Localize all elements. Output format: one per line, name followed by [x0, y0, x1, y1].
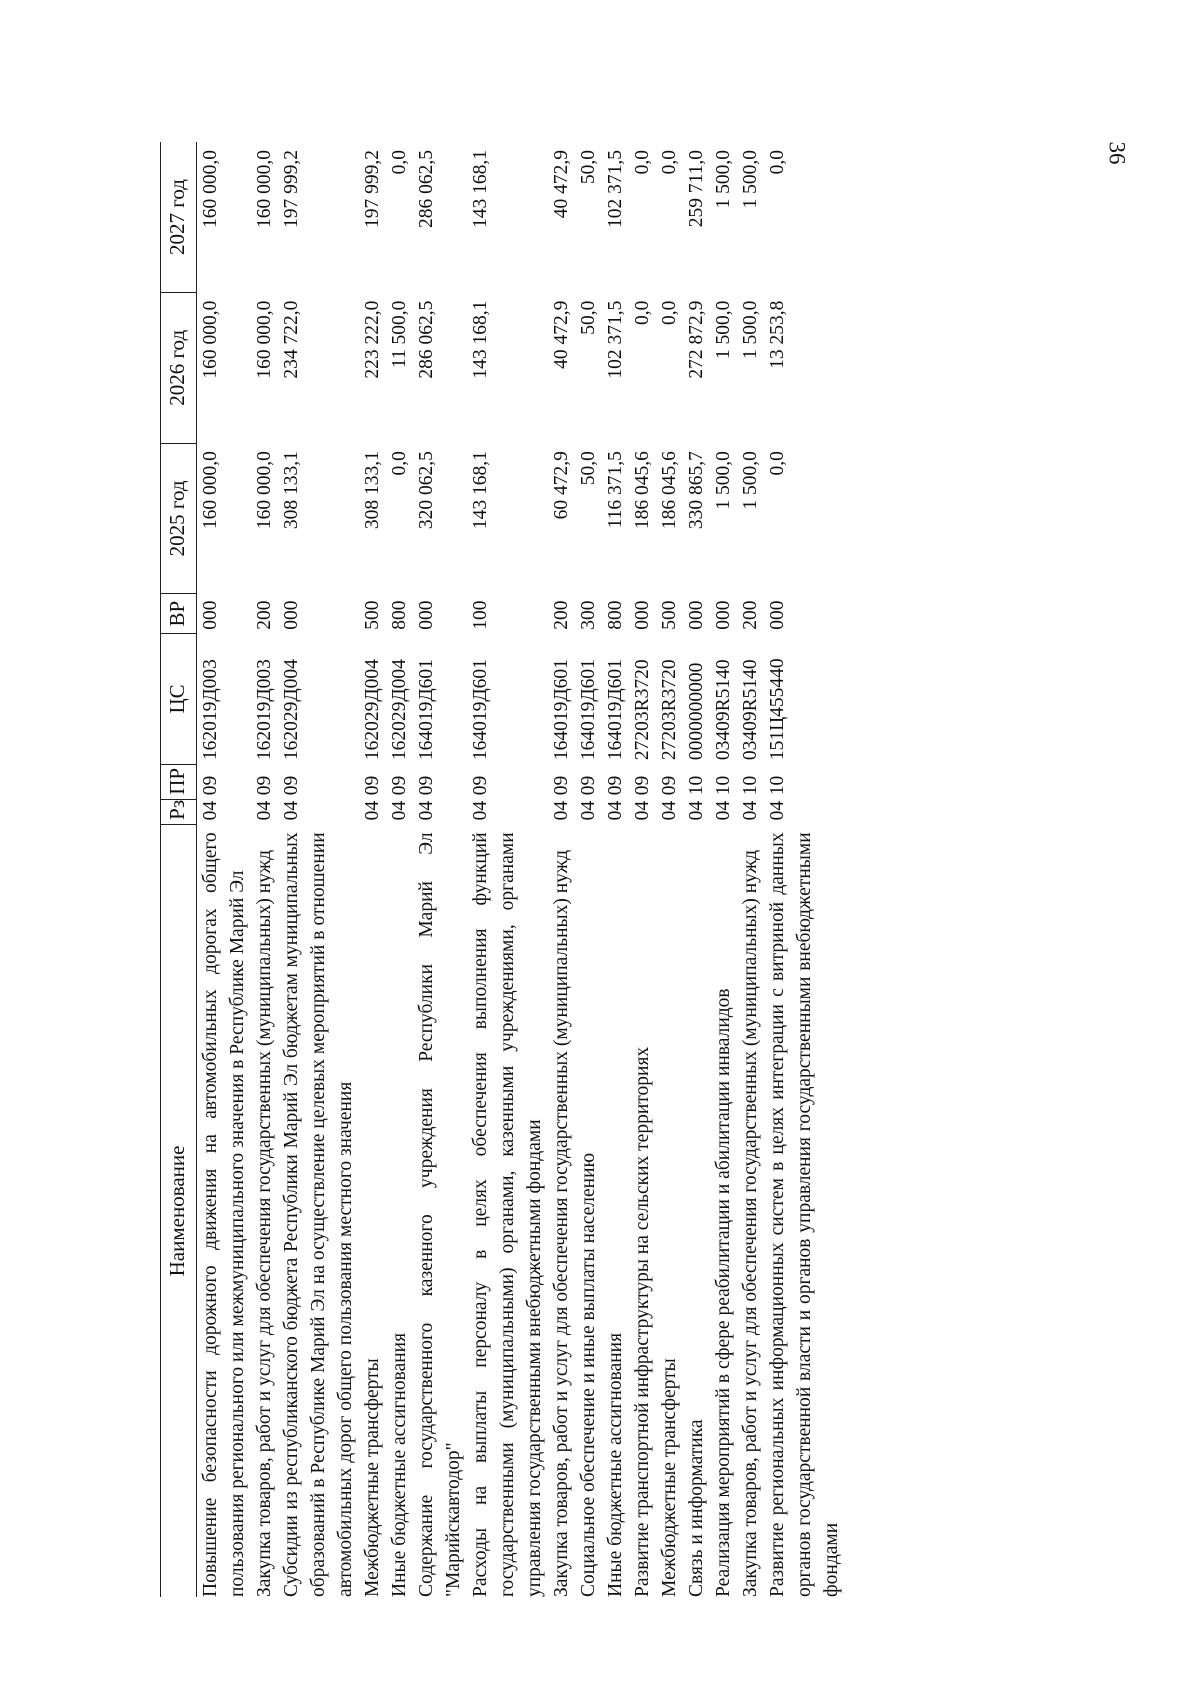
cell-2025: 1 500,0 [713, 451, 734, 510]
cell-2027: 1 500,0 [713, 150, 734, 209]
cell-2025: 143 168,1 [470, 451, 491, 530]
cell-rz: 04 [281, 800, 302, 821]
cell-2026: 13 253,8 [767, 300, 788, 369]
cell-rz: 04 [578, 800, 599, 821]
cell-vr: 300 [578, 600, 599, 630]
cell-cs: 151Ц455440 [767, 658, 788, 761]
cell-2025: 330 865,7 [686, 451, 707, 530]
cell-2027: 0,0 [389, 150, 410, 175]
cell-pr: 09 [200, 775, 221, 796]
cell-2025: 1 500,0 [740, 451, 761, 510]
cell-2025: 0,0 [767, 451, 788, 476]
cell-vr: 800 [389, 600, 410, 630]
cell-2027: 0,0 [632, 150, 653, 175]
cell-pr: 09 [605, 775, 626, 796]
cell-2026: 160 000,0 [200, 300, 221, 379]
cell-rz: 04 [767, 800, 788, 821]
cell-name: Иные бюджетные ассигнования [605, 1332, 626, 1597]
cell-2026: 160 000,0 [254, 300, 275, 379]
cell-pr: 09 [389, 775, 410, 796]
cell-rz: 04 [416, 800, 437, 821]
cell-2026: 1 500,0 [713, 300, 734, 360]
cell-vr: 000 [632, 600, 653, 630]
cell-2026: 234 722,0 [281, 300, 302, 379]
cell-2026: 272 872,9 [686, 300, 707, 379]
cell-2026: 1 500,0 [740, 300, 761, 360]
cell-cs: 27203R3720 [632, 659, 653, 761]
table-row [629, 142, 656, 1597]
cell-rz: 04 [632, 800, 653, 821]
cell-2025: 308 133,1 [281, 451, 302, 530]
cell-cs: 03409R5140 [740, 659, 761, 761]
cell-vr: 800 [605, 600, 626, 630]
cell-2027: 40 472,9 [551, 150, 572, 219]
cell-rz: 04 [659, 800, 680, 821]
header-2025: 2025 год [161, 443, 197, 594]
cell-vr: 000 [200, 600, 221, 630]
table-row [278, 142, 359, 1597]
cell-rz: 04 [551, 800, 572, 821]
cell-2025: 186 045,6 [659, 451, 680, 530]
cell-vr: 200 [551, 600, 572, 630]
table-row [413, 142, 467, 1597]
cell-name: Развитие региональных информационных систем в целях интеграции с витриной данных органов государственной власти и органов управления государственными внебюджетными фондами [767, 832, 842, 1597]
cell-2027: 1 500,0 [740, 150, 761, 209]
cell-2026: 50,0 [578, 300, 599, 335]
table-row [548, 142, 575, 1597]
cell-pr: 09 [362, 775, 383, 796]
cell-rz: 04 [713, 800, 734, 821]
cell-pr: 10 [767, 775, 788, 796]
cell-2027: 286 062,5 [416, 150, 437, 228]
cell-vr: 100 [470, 600, 491, 630]
cell-pr: 09 [632, 775, 653, 796]
header-name: Наименование [161, 824, 197, 1597]
header-rz: Рз [161, 799, 197, 824]
cell-2027: 197 999,2 [281, 150, 302, 228]
cell-2025: 160 000,0 [200, 451, 221, 530]
cell-2026: 40 472,9 [551, 300, 572, 369]
cell-2026: 143 168,1 [470, 300, 491, 379]
cell-rz: 04 [740, 800, 761, 821]
header-2027: 2027 год [161, 142, 197, 293]
cell-vr: 000 [713, 600, 734, 630]
table-row [710, 142, 737, 1597]
cell-vr: 000 [281, 600, 302, 630]
cell-2027: 197 999,2 [362, 150, 383, 228]
cell-2027: 160 000,0 [200, 150, 221, 228]
cell-vr: 500 [659, 600, 680, 630]
cell-2026: 286 062,5 [416, 300, 437, 379]
cell-vr: 000 [767, 600, 788, 630]
cell-rz: 04 [686, 800, 707, 821]
cell-pr: 09 [578, 775, 599, 796]
cell-vr: 200 [254, 600, 275, 630]
table-row [737, 142, 764, 1597]
page-number: 36 [1104, 141, 1130, 165]
table-row [764, 142, 845, 1597]
cell-pr: 09 [254, 775, 275, 796]
table-row [359, 142, 386, 1597]
cell-2025: 60 472,9 [551, 451, 572, 520]
cell-2027: 160 000,0 [254, 150, 275, 228]
cell-2027: 0,0 [767, 150, 788, 175]
cell-pr: 09 [281, 775, 302, 796]
header-cs: ЦС [161, 634, 197, 764]
cell-2025: 50,0 [578, 451, 599, 486]
cell-vr: 000 [686, 600, 707, 630]
cell-cs: 164019Д601 [416, 659, 437, 761]
table-row [656, 142, 683, 1597]
cell-name: Социальное обеспечение и иные выплаты населению [578, 1152, 599, 1597]
cell-name: Закупка товаров, работ и услуг для обеспечения государственных (муниципальных) нужд [551, 849, 572, 1597]
cell-rz: 04 [470, 800, 491, 821]
cell-vr: 200 [740, 600, 761, 630]
cell-name: Повышение безопасности дорожного движения на автомобильных дорогах общего пользования регионального или межмуниципального значения в Республике Марий Эл [200, 832, 248, 1597]
table-header-row [161, 142, 197, 1597]
cell-cs: 164019Д601 [605, 659, 626, 761]
cell-2027: 259 711,0 [686, 150, 707, 228]
table-row [683, 142, 710, 1597]
cell-cs: 162029Д004 [281, 659, 302, 761]
table-row [467, 142, 548, 1597]
cell-pr: 09 [470, 775, 491, 796]
cell-2027: 102 371,5 [605, 150, 626, 228]
cell-2026: 223 222,0 [362, 300, 383, 379]
cell-rz: 04 [362, 800, 383, 821]
cell-rz: 04 [605, 800, 626, 821]
cell-cs: 164019Д601 [551, 659, 572, 761]
cell-2025: 116 371,5 [605, 451, 626, 529]
cell-pr: 10 [713, 775, 734, 796]
table-body [197, 142, 846, 1597]
cell-vr: 500 [362, 600, 383, 630]
budget-table [160, 142, 845, 1597]
table-row [251, 142, 278, 1597]
cell-rz: 04 [254, 800, 275, 821]
cell-2026: 0,0 [659, 300, 680, 325]
header-vr: ВР [161, 594, 197, 634]
cell-cs: 0000000000 [686, 662, 707, 761]
cell-2025: 308 133,1 [362, 451, 383, 530]
cell-cs: 164019Д601 [578, 659, 599, 761]
cell-pr: 09 [551, 775, 572, 796]
cell-vr: 000 [416, 600, 437, 630]
cell-pr: 10 [686, 775, 707, 796]
header-2026: 2026 год [161, 293, 197, 444]
cell-cs: 03409R5140 [713, 659, 734, 761]
cell-name: Развитие транспортной инфраструктуры на сельских территориях [632, 1046, 653, 1597]
cell-cs: 162029Д004 [362, 659, 383, 761]
cell-2026: 102 371,5 [605, 300, 626, 379]
cell-cs: 164019Д601 [470, 659, 491, 761]
cell-2027: 143 168,1 [470, 150, 491, 228]
cell-2027: 0,0 [659, 150, 680, 175]
table-row [575, 142, 602, 1597]
cell-name: Иные бюджетные ассигнования [389, 1332, 410, 1597]
cell-name: Расходы на выплаты персоналу в целях обеспечения выполнения функций государственными (муниципальными) органами, казенными учреждениями, органами управления государственными внебюджетными фондами [470, 832, 545, 1597]
table-row [602, 142, 629, 1597]
cell-name: Субсидии из республиканского бюджета Республики Марий Эл бюджетам муниципальных образований в Республике Марий Эл на осуществление целевых мероприятий в отношении автомобильных дорог общего пользования местного значения [281, 832, 356, 1597]
table-row [197, 142, 252, 1597]
cell-cs: 162029Д004 [389, 659, 410, 761]
cell-name: Связь и информатика [686, 1419, 707, 1597]
cell-pr: 09 [416, 775, 437, 796]
cell-pr: 10 [740, 775, 761, 796]
cell-cs: 162019Д003 [254, 659, 275, 761]
cell-name: Закупка товаров, работ и услуг для обеспечения государственных (муниципальных) нужд [740, 849, 761, 1597]
cell-rz: 04 [389, 800, 410, 821]
cell-name: Реализация мероприятий в сфере реабилитации и абилитации инвалидов [713, 988, 734, 1597]
cell-2025: 0,0 [389, 451, 410, 476]
cell-name: Содержание государственного казенного учреждения Республики Марий Эл "Марийскавтодор" [416, 832, 464, 1597]
cell-2026: 0,0 [632, 300, 653, 325]
cell-2025: 320 062,5 [416, 451, 437, 530]
table-row [386, 142, 413, 1597]
cell-name: Межбюджетные трансферты [659, 1358, 680, 1597]
cell-cs: 162019Д003 [200, 659, 221, 761]
cell-2025: 160 000,0 [254, 451, 275, 530]
cell-2027: 50,0 [578, 150, 599, 185]
cell-name: Межбюджетные трансферты [362, 1358, 383, 1597]
header-pr: ПР [161, 764, 197, 799]
cell-2026: 11 500,0 [389, 300, 410, 369]
cell-pr: 09 [659, 775, 680, 796]
cell-name: Закупка товаров, работ и услуг для обеспечения государственных (муниципальных) нужд [254, 849, 275, 1597]
cell-cs: 27203R3720 [659, 659, 680, 761]
cell-rz: 04 [200, 800, 221, 821]
cell-2025: 186 045,6 [632, 451, 653, 530]
